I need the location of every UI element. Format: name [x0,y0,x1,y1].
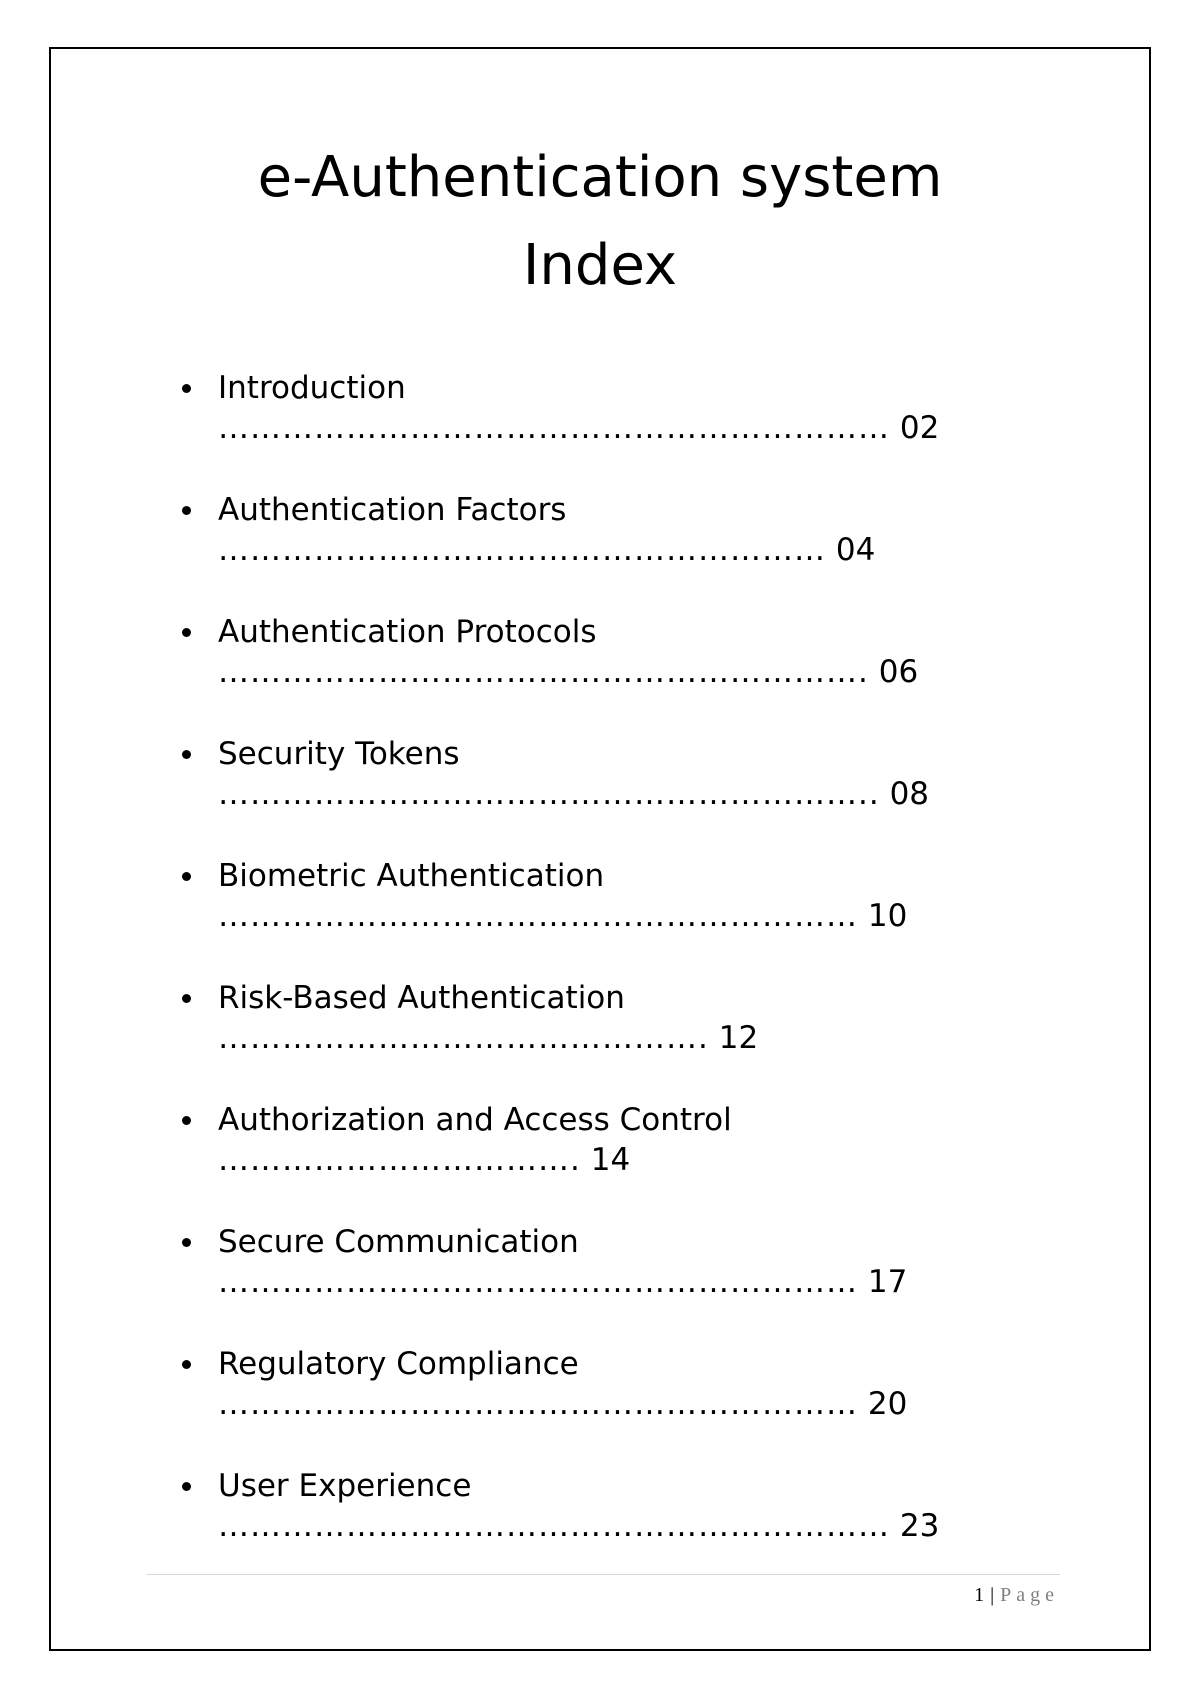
toc-leader-line [218,1384,939,1424]
toc-dot-leader: ………………………………………. [218,1020,709,1056]
toc-dot-leader: …………………………………………………… [218,1264,858,1300]
table-of-contents [176,368,939,1588]
bullet-icon [182,384,191,393]
toc-item[interactable] [176,978,939,1100]
toc-item-label: Authorization and Access Control [218,1102,732,1138]
toc-page-number: 17 [867,1264,908,1300]
toc-item-label: Security Tokens [218,736,460,772]
toc-item-label: Secure Communication [218,1224,579,1260]
index-heading: Index [522,233,678,298]
toc-leader-line [218,1018,939,1058]
toc-dot-leader: ……………………………………………………… [218,1508,890,1544]
toc-leader-line [218,1506,939,1546]
toc-dot-leader: …………………………………………………… [218,898,858,934]
bullet-icon [182,750,191,759]
toc-item[interactable] [176,490,939,612]
toc-dot-leader: ………………………………………………… [218,532,826,568]
toc-item-label: Risk-Based Authentication [218,980,625,1016]
toc-leader-line [218,896,939,936]
footer-page-number: 1 [974,1584,985,1606]
toc-item-label: Introduction [218,370,406,406]
toc-item[interactable] [176,1344,939,1466]
toc-item[interactable] [176,612,939,734]
toc-leader-line [218,1262,939,1302]
toc-leader-line [218,530,939,570]
footer-divider [146,1574,1060,1575]
toc-page-number: 12 [718,1020,759,1056]
document-title: e-Authentication system [257,145,943,210]
bullet-icon [182,506,191,515]
toc-dot-leader: …………………………………………………….. [218,776,880,812]
footer-separator: | [990,1584,995,1606]
toc-page-number: 02 [899,410,940,446]
toc-page-number: 23 [899,1508,940,1544]
toc-dot-leader: ……………………………………………………… [218,410,890,446]
bullet-icon [182,1482,191,1491]
toc-item[interactable] [176,1222,939,1344]
bullet-icon [182,628,191,637]
toc-leader-line [218,408,939,448]
bullet-icon [182,1116,191,1125]
toc-dot-leader: ……………………………………………………. [218,654,869,690]
toc-item[interactable] [176,734,939,856]
toc-leader-line [218,652,939,692]
toc-page-number: 04 [835,532,876,568]
toc-page-number: 10 [867,898,908,934]
toc-item-label: Biometric Authentication [218,858,605,894]
toc-item[interactable] [176,1466,939,1588]
toc-item-label: Authentication Factors [218,492,567,528]
bullet-icon [182,994,191,1003]
toc-page-number: 20 [867,1386,908,1422]
toc-page-number: 06 [878,654,919,690]
toc-leader-line [218,774,939,814]
bullet-icon [182,1360,191,1369]
page-footer [974,1584,1059,1607]
bullet-icon [182,872,191,881]
toc-item-label: Regulatory Compliance [218,1346,579,1382]
toc-leader-line [218,1140,939,1180]
toc-dot-leader: …………………………………………………… [218,1386,858,1422]
toc-item[interactable] [176,368,939,490]
toc-item-label: User Experience [218,1468,472,1504]
toc-dot-leader: ……………………………. [218,1142,581,1178]
toc-page-number: 14 [590,1142,631,1178]
toc-item[interactable] [176,1100,939,1222]
toc-item-label: Authentication Protocols [218,614,597,650]
bullet-icon [182,1238,191,1247]
toc-item[interactable] [176,856,939,978]
footer-page-label: Page [1000,1584,1059,1606]
toc-page-number: 08 [889,776,930,812]
